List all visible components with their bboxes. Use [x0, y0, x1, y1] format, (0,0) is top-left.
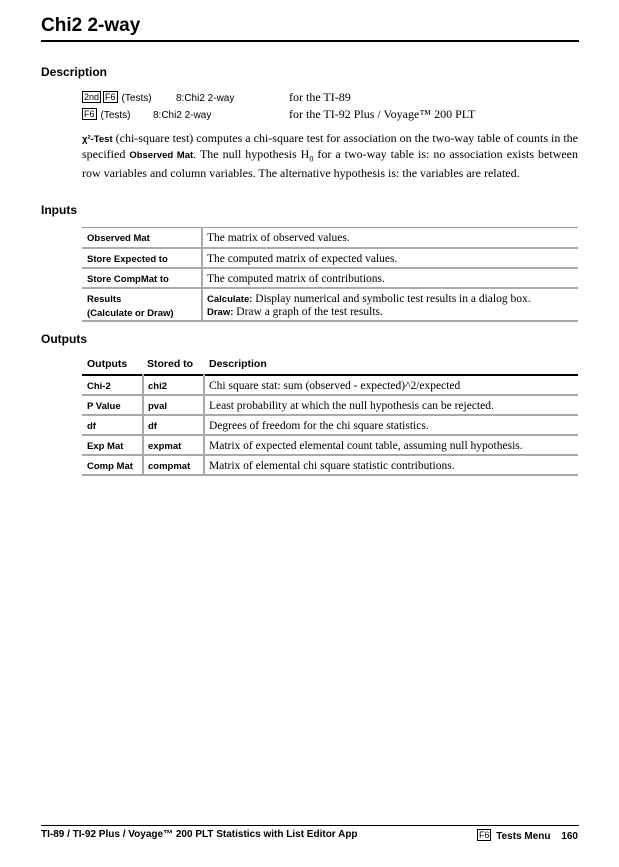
footer-section [477, 829, 578, 842]
output-stored: pval [143, 395, 204, 415]
output-desc: Degrees of freedom for the chi square statistics. [209, 420, 429, 432]
menu-item: 8:Chi2 2-way [153, 110, 212, 121]
h0-subscript: 0 [309, 154, 314, 164]
input-param-results [82, 288, 202, 321]
tests-label: (Tests) [121, 93, 152, 104]
observed-mat-ref: Observed Mat [129, 150, 194, 161]
input-param: Store CompMat to [82, 268, 202, 288]
page-title: Chi2 2-way [41, 15, 141, 36]
description-part-3: for a two-way table is: no association exists between row variables and column variables. The alternative hypothesis is: the variables are related. [82, 147, 579, 181]
key-sequence-ti89 [82, 90, 351, 106]
output-stored: compmat [143, 455, 204, 475]
calculate-label: Calculate: [207, 293, 253, 305]
key-sequence-ti92 [82, 107, 476, 123]
table-row [82, 395, 578, 415]
calculate-desc: Display numerical and symbolic test results in a dialog box. [252, 292, 531, 305]
input-desc: The computed matrix of expected values. [207, 252, 398, 265]
table-row [82, 375, 578, 395]
output-stored: expmat [143, 435, 204, 455]
keycap-f6: F6 [105, 92, 116, 102]
input-desc: The computed matrix of contributions. [207, 272, 385, 285]
output-name: Chi-2 [82, 375, 143, 395]
output-name: Exp Mat [82, 435, 143, 455]
output-desc: Matrix of elemental chi square statistic contributions. [209, 460, 455, 472]
outputs-header-row [82, 356, 578, 375]
output-desc: Matrix of expected elemental count table, assuming null hypothesis. [209, 440, 523, 452]
input-param: Observed Mat [82, 228, 202, 248]
output-name: Comp Mat [82, 455, 143, 475]
output-stored: df [143, 415, 204, 435]
outputs-heading: Outputs [41, 332, 87, 346]
description-paragraph [82, 131, 578, 181]
table-row [82, 455, 578, 475]
inputs-table [82, 227, 578, 322]
output-desc: Chi square stat: sum (observed - expected)^2/expected [209, 380, 461, 392]
table-row [82, 435, 578, 455]
inputs-heading: Inputs [41, 203, 77, 217]
table-row [82, 288, 578, 321]
description-part-2: . The null hypothesis H [193, 147, 310, 161]
footer-rule [41, 825, 579, 826]
outputs-table [82, 356, 578, 476]
keycap-f6: F6 [84, 109, 95, 119]
calculator-target: for the TI-92 Plus / Voyage™ 200 PLT [289, 107, 476, 121]
input-desc-results [202, 288, 578, 321]
footer-title: TI-89 / TI-92 Plus / Voyage™ 200 PLT Statistics with List Editor App [41, 829, 358, 840]
title-rule [41, 40, 579, 42]
table-row [82, 248, 578, 268]
table-row [82, 228, 578, 248]
page-number: 160 [561, 831, 578, 842]
results-param-sub: (Calculate or Draw) [87, 307, 174, 319]
output-name: P Value [82, 395, 143, 415]
chi-test-label: χ²-Test [82, 134, 113, 145]
table-row [82, 268, 578, 288]
draw-desc: Draw a graph of the test results. [233, 305, 383, 318]
draw-label: Draw: [207, 306, 234, 318]
description-part-1: (chi-square test) computes a chi-square test for association on the two-way table of counts in the specified [82, 131, 578, 161]
input-param: Store Expected to [82, 248, 202, 268]
input-desc: The matrix of observed values. [207, 232, 350, 244]
keycap-2nd: 2nd [84, 92, 100, 102]
output-stored: chi2 [143, 375, 204, 395]
output-name: df [82, 415, 143, 435]
table-row [82, 415, 578, 435]
column-header: Stored to [147, 358, 194, 370]
calculate-line [207, 293, 531, 305]
results-param: Results [87, 293, 122, 305]
tests-label: (Tests) [100, 110, 131, 121]
footer-menu-label: Tests Menu [496, 831, 551, 842]
keycap-f6: F6 [478, 830, 490, 840]
column-header: Description [209, 358, 267, 370]
output-desc: Least probability at which the null hypothesis can be rejected. [209, 400, 494, 412]
description-heading: Description [41, 65, 108, 79]
draw-line [207, 306, 578, 318]
calculator-target: for the TI-89 [289, 90, 351, 104]
menu-item: 8:Chi2 2-way [176, 93, 235, 104]
column-header: Outputs [87, 358, 128, 370]
